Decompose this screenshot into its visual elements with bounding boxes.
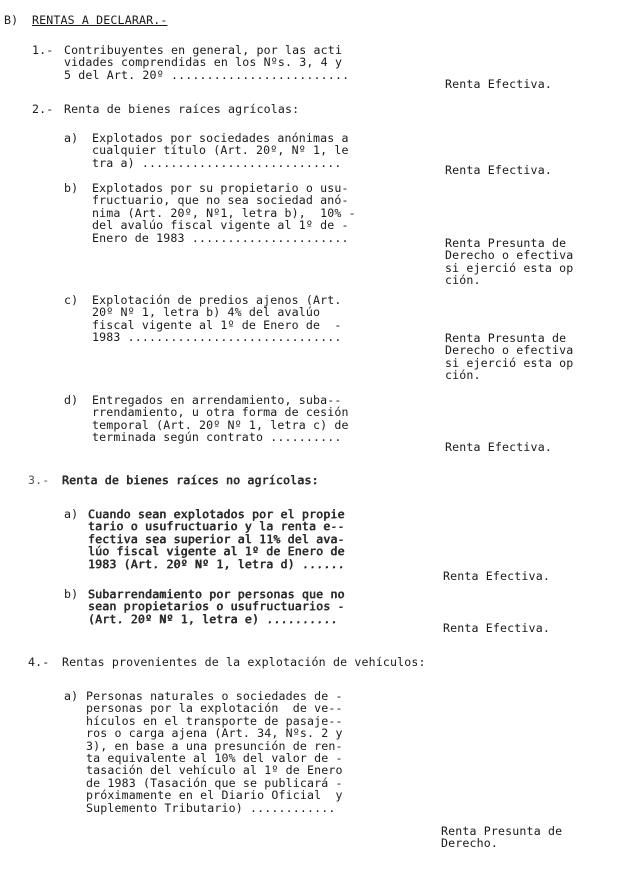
item3b-result: Renta Efectiva. (443, 621, 550, 635)
item4-heading: Rentas provenientes de la explotación de vehículos: (62, 655, 426, 669)
item2c-letter: c) (64, 293, 79, 307)
item2b-text: Explotados por su propietario o usu- fructuario, que no sea sociedad anó- nima (Art. 20º, Nº1, letra b), 10% - del avalúo fiscal vigente al 1º de - Enero de 1983 ...................... (92, 181, 356, 245)
item2b-result: Renta Presunta de Derecho o efectiva si ejerció esta op ción. (445, 236, 574, 288)
item3a-text: Cuando sean explotados por el propie tario o usufructuario y la renta e-- fectiva sea superior al 11% del ava- lúo fiscal vigente al 1º de Enero de 1983 (Art. 20º Nº 1, letra d) ...... (88, 507, 345, 571)
item4a-result: Renta Presunta de Derecho. (441, 824, 563, 851)
item3b-text: Subarrendamiento por personas que no sean propietarios o usufructuarios - (Art. 20º Nº 1, letra e) .......... (88, 587, 345, 626)
item2d-letter: d) (64, 393, 79, 407)
item4a-letter: a) (64, 689, 79, 703)
item2c-text: Explotación de predios ajenos (Art. 20º Nº 1, letra b) 4% del avalúo fiscal vigente al 1º de Enero de - 1983 .............................. (92, 293, 342, 345)
item4-number: 4.- (28, 655, 50, 669)
section-letter: B) (4, 13, 19, 27)
item2a-letter: a) (64, 131, 79, 145)
item1-text: Contribuyentes en general, por las acti vidades comprendidas en los Nºs. 3, 4 y 5 del Art. 20º ......................... (64, 43, 350, 82)
item1-number: 1.- (32, 43, 54, 57)
item2a-result: Renta Efectiva. (445, 163, 552, 177)
item2d-text: Entregados en arrendamiento, suba-- rrendamiento, u otra forma de cesión temporal (Art. 20º Nº 1, letra c) de terminada según contrato .......... (92, 393, 349, 445)
item3a-letter: a) (64, 507, 79, 521)
item3b-letter: b) (64, 587, 79, 601)
item3-heading: Renta de bienes raíces no agrícolas: (62, 473, 319, 487)
item3-number: 3.- (28, 473, 50, 487)
section-title: RENTAS A DECLARAR.- (32, 13, 168, 27)
item1-result: Renta Efectiva. (445, 77, 552, 91)
item4a-text: Personas naturales o sociedades de - personas por la explotación de ve-- hículos en el transporte de pasaje-- ros o carga ajena (Art. 34, Nºs. 2 y 3), en base a una presunción de ren- ta equivalente al 10% del valor de - tasación del vehículo al 1º de Enero de 1983 (Tasación que se publicará - próximamente en el Diario Oficial y Suplemento Tributario) ............ (86, 689, 343, 815)
item2-heading: Renta de bienes raíces agrícolas: (64, 102, 300, 116)
item2-number: 2.- (32, 102, 54, 116)
item2c-result: Renta Presunta de Derecho o efectiva si ejerció esta op ción. (445, 331, 574, 383)
item2d-result: Renta Efectiva. (445, 440, 552, 454)
item2b-letter: b) (64, 181, 79, 195)
item3a-result: Renta Efectiva. (443, 569, 550, 583)
item2a-text: Explotados por sociedades anónimas a cualquier título (Art. 20º, Nº 1, le tra a) ............................ (92, 131, 349, 170)
